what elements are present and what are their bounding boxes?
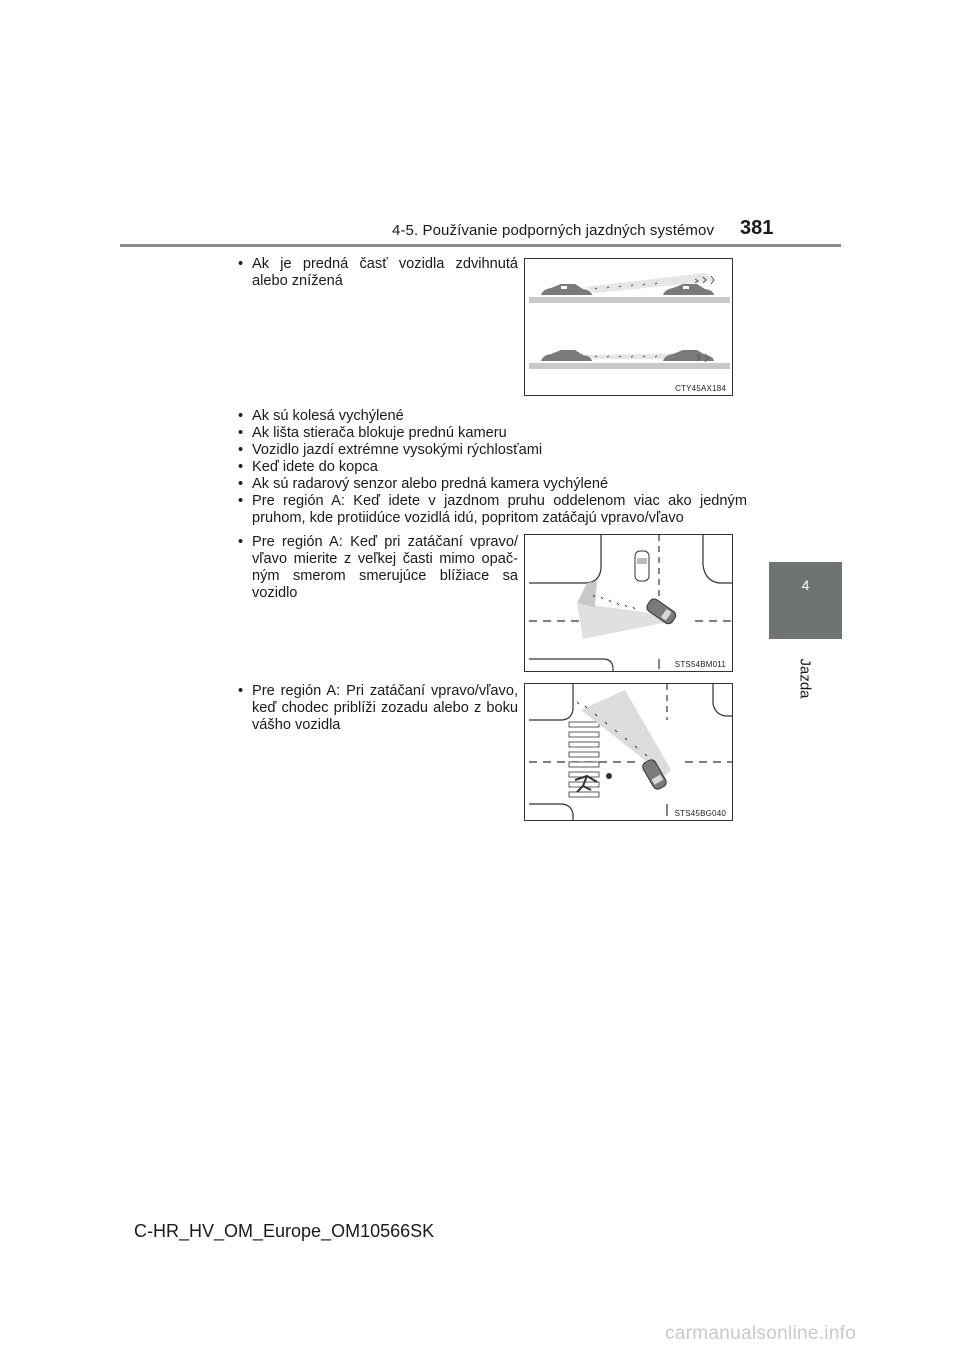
bullet-item-hill: • Keď idete do kopca — [238, 459, 747, 476]
bullet-item-sensor-misaligned: • Ak sú radarový senzor alebo predná kamera vychýlené — [238, 476, 747, 493]
figure-oncoming-turn-drawing — [525, 535, 733, 672]
figure-front-raised-drawing — [525, 259, 733, 396]
figure-front-raised — [524, 258, 733, 396]
figure-oncoming-turn — [524, 534, 733, 672]
chapter-tab-number: 4 — [801, 577, 810, 593]
figure-front-raised-code: CTY45AX184 — [675, 384, 726, 393]
header-rule — [120, 244, 841, 247]
bullet-item-wheels: • Ak sú kolesá vychýlené — [238, 408, 747, 425]
figure-pedestrian-turn-code: STS45BG040 — [674, 809, 726, 818]
watermark: carmanualsonline.info — [665, 1323, 857, 1344]
page-header-title: 4-5. Používanie podporných jazdných systémov — [392, 222, 715, 239]
bullet-item-speed: • Vozidlo jazdí extrémne vysokými rýchlosťami — [238, 442, 747, 459]
chapter-tab-label: Jazda — [796, 658, 814, 699]
footer-document-id: C-HR_HV_OM_Europe_OM10566SK — [134, 1221, 435, 1241]
page-number: 381 — [740, 217, 774, 239]
bullet-item-region-a-lane: • Pre región A: Keď idete v jazdnom pruhu oddelenom viac ako jedným pruhom, kde protiidúce vozidlá idú, popritom zatáčajú vpravo/vľavo — [238, 493, 747, 527]
bullet-item-region-a-turning: • Pre región A: Keď pri zatáčaní vpravo/ vľavo mierite z veľkej časti mimo opač- ným smerom smerujúce blížiace sa vozidlo — [238, 534, 518, 602]
figure-pedestrian-turn — [524, 683, 733, 821]
bullet-item-wiper: • Ak lišta stierača blokuje prednú kameru — [238, 425, 747, 442]
chapter-tab[interactable] — [769, 562, 842, 639]
bullet-item-front-raised: • Ak je predná časť vozidla zdvihnutá alebo znížená — [238, 256, 518, 290]
figure-oncoming-turn-code: STS54BM011 — [674, 660, 726, 669]
bullet-item-region-a-pedestrian: • Pre región A: Pri zatáčaní vpravo/vľavo, keď chodec priblíži zozadu alebo z boku vášho vozidla — [238, 683, 518, 734]
figure-pedestrian-turn-drawing — [525, 684, 733, 821]
